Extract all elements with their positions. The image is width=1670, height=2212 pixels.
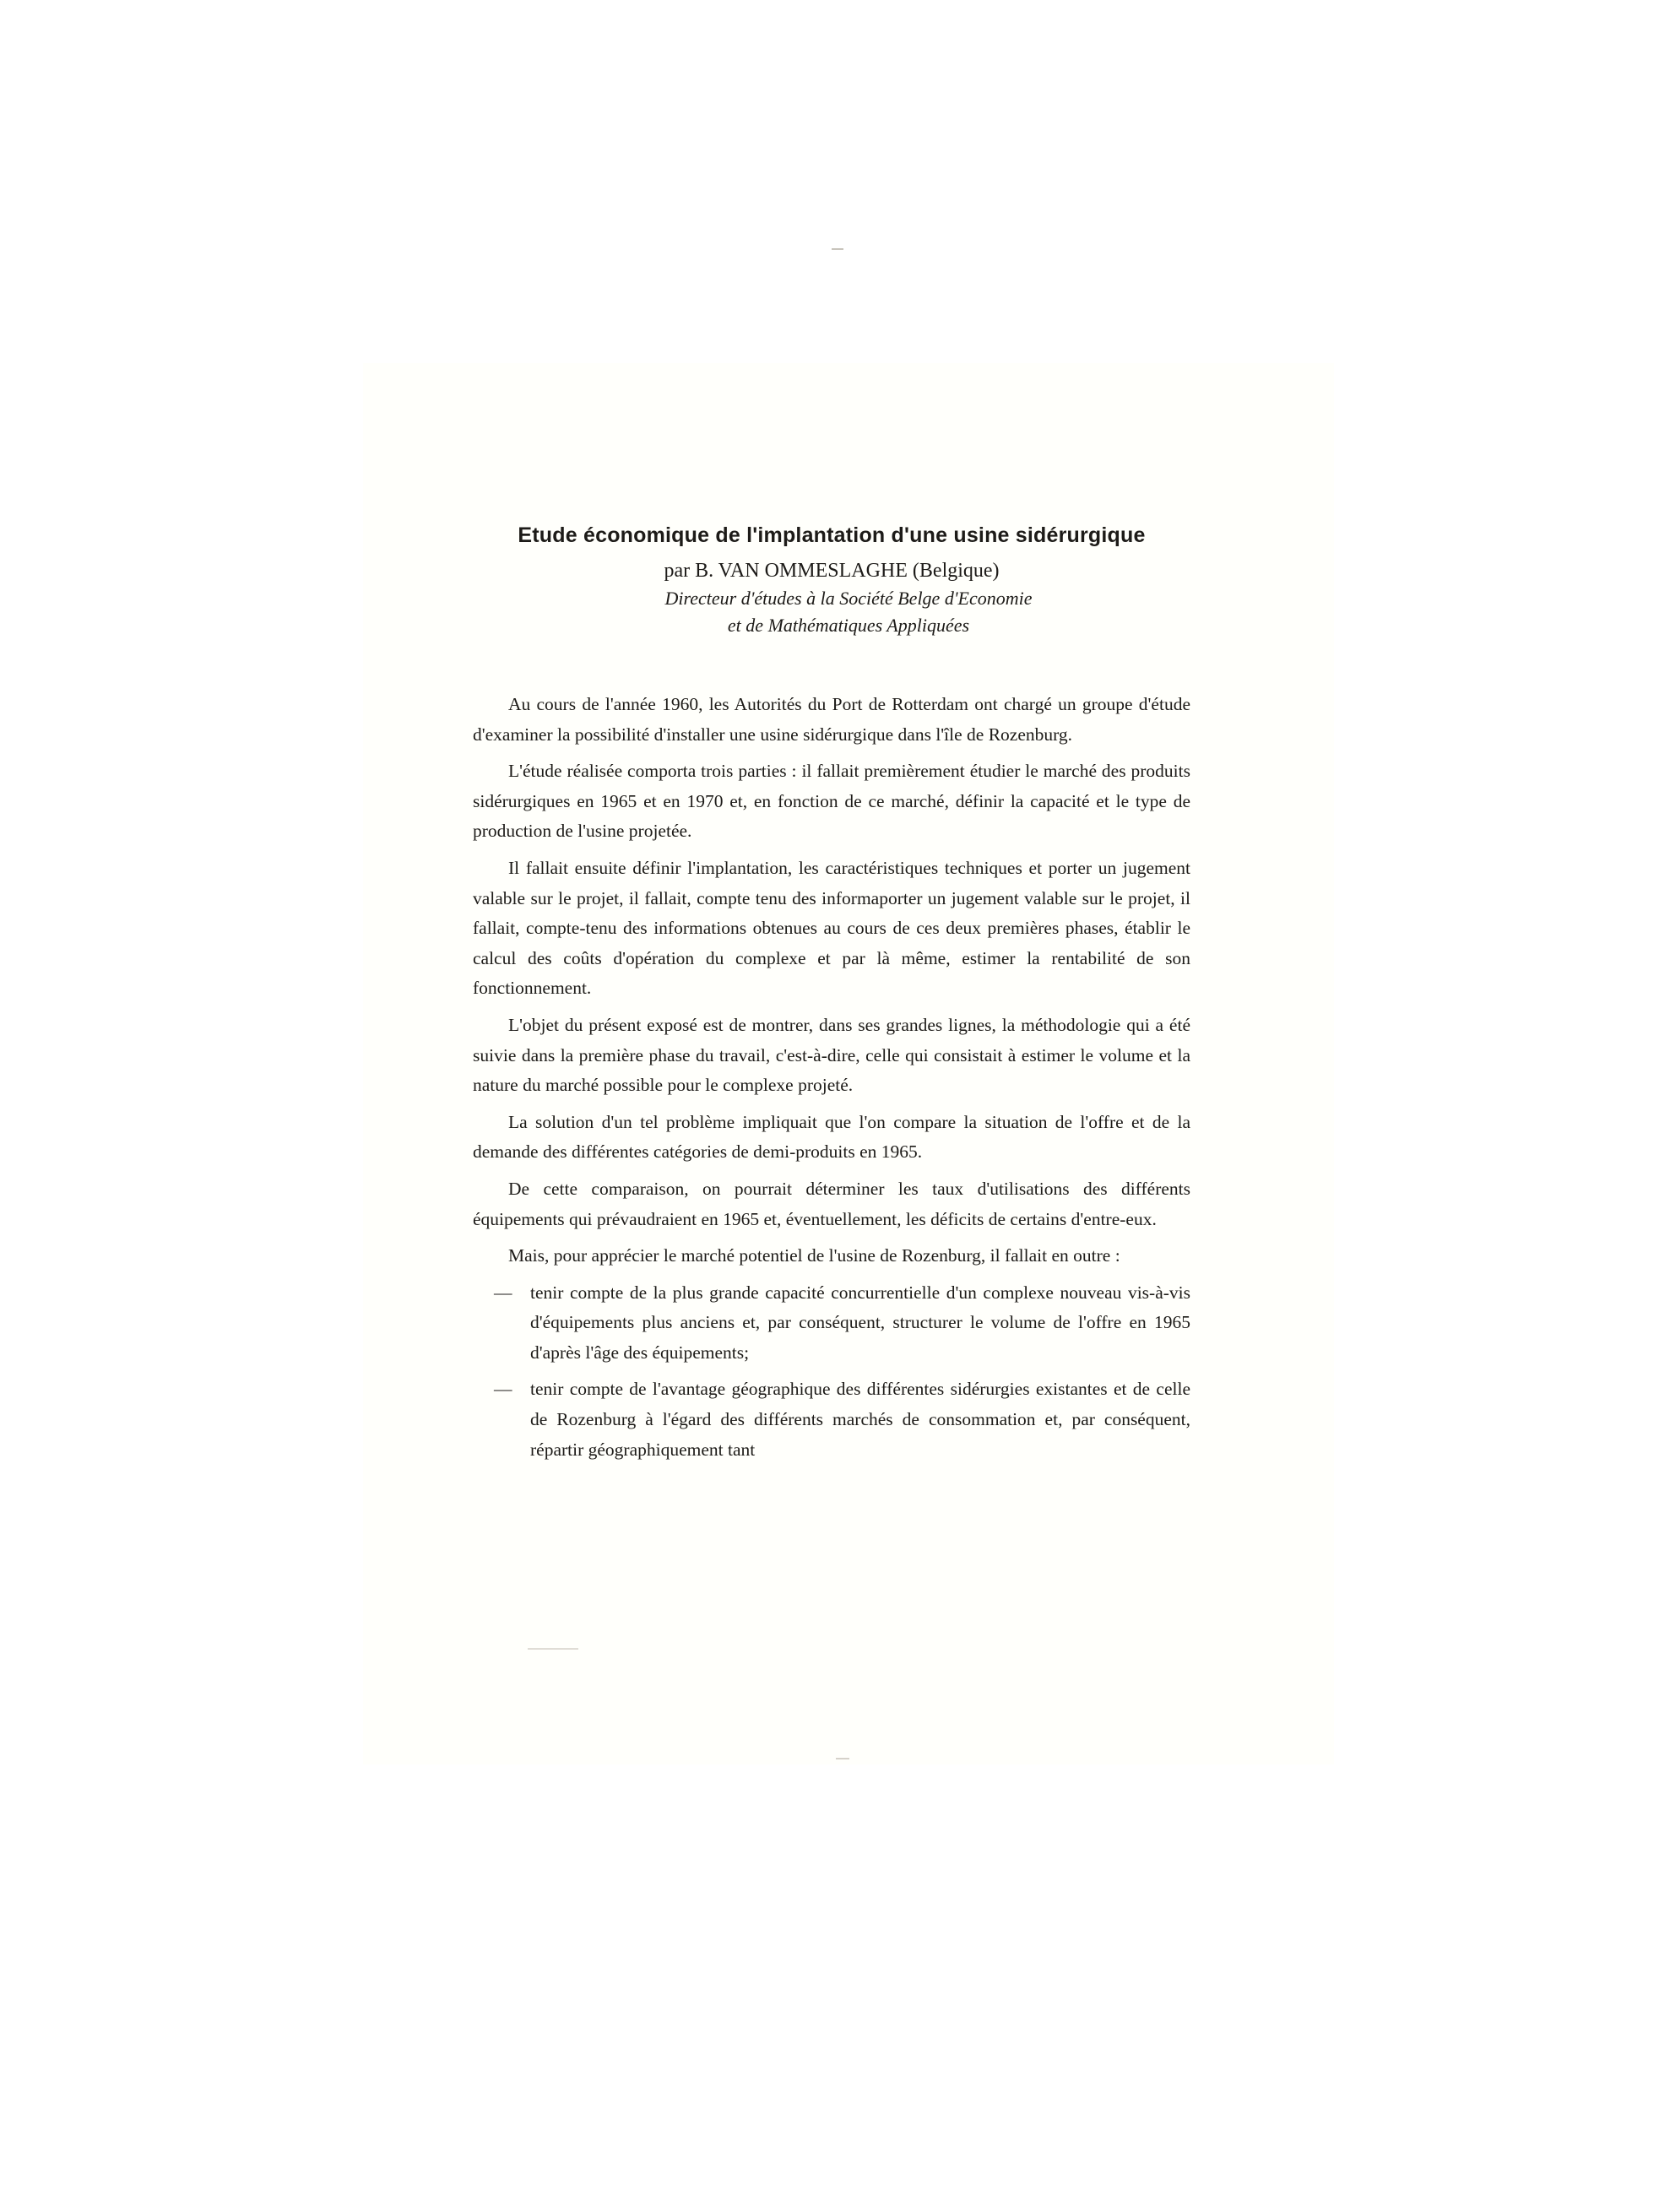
paragraph: L'objet du présent exposé est de montrer, dans ses grandes lignes, la méthodologie qui a été suivie dans la première phase du travail, c'est-à-dire, celle qui consistait à estimer le volume et la nature du marché possible pour le complexe projeté.: [473, 1014, 1190, 1096]
article-body: [473, 690, 1190, 1465]
list-item-text: tenir compte de l'avantage géographique des différentes sidérurgies existantes et de celle de Rozenburg à l'égard des différents marchés de consommation et, par conséquent, répartir géographiquement tant: [530, 1379, 1190, 1460]
article: [473, 523, 1190, 1472]
bullet-list: [473, 1278, 1190, 1466]
paragraph: Au cours de l'année 1960, les Autorités du Port de Rotterdam ont chargé un groupe d'étude d'examiner la possibilité d'installer une usine sidérurgique dans l'île de Rozenburg.: [473, 694, 1190, 745]
dash-marker: —: [494, 1379, 512, 1400]
scan-mark: [832, 248, 843, 250]
paragraph: Mais, pour apprécier le marché potentiel de l'usine de Rozenburg, il fallait en outre :: [508, 1245, 1120, 1266]
paragraph: De cette comparaison, on pourrait déterminer les taux d'utilisations des différents équipements qui prévaudraient en 1965 et, éventuellement, les déficits de certains d'entre-eux.: [473, 1178, 1190, 1229]
author-byline: par B. VAN OMMESLAGHE (Belgique): [664, 560, 1000, 582]
paragraph: Il fallait ensuite définir l'implantation, les caractéristiques techniques et porter un jugement valable sur le projet, il fallait, compte tenu des informaporter un jugement valable sur le projet, il fallait, compte-tenu des informations obtenues au cours de ces deux premières phases, établir le calcul des coûts d'opération du complexe et par là même, estimer la rentabilité de son fonctionnement.: [473, 857, 1190, 999]
list-item: [494, 1374, 1190, 1465]
author-affiliation-line2: et de Mathématiques Appliquées: [727, 615, 970, 636]
paragraph: L'étude réalisée comporta trois parties : il fallait premièrement étudier le marché des produits sidérurgiques en 1965 et en 1970 et, en fonction de ce marché, définir la capacité et le type de production de l'usine projetée.: [473, 761, 1190, 842]
scan-mark: [528, 1648, 578, 1650]
dash-marker: —: [494, 1282, 512, 1303]
list-item-text: tenir compte de la plus grande capacité concurrentielle d'un complexe nouveau vis-à-vis d'équipements plus anciens et, par conséquent, structurer le volume de l'offre en 1965 d'après l'âge des équipements;: [530, 1282, 1190, 1363]
list-item: [494, 1278, 1190, 1369]
scan-mark: [836, 1758, 849, 1759]
author-affiliation-line1: Directeur d'études à la Société Belge d'Economie: [664, 588, 1033, 609]
article-title: Etude économique de l'implantation d'une usine sidérurgique: [518, 523, 1146, 547]
paragraph: La solution d'un tel problème impliquait que l'on compare la situation de l'offre et de la demande des différentes catégories de demi-produits en 1965.: [473, 1111, 1190, 1163]
